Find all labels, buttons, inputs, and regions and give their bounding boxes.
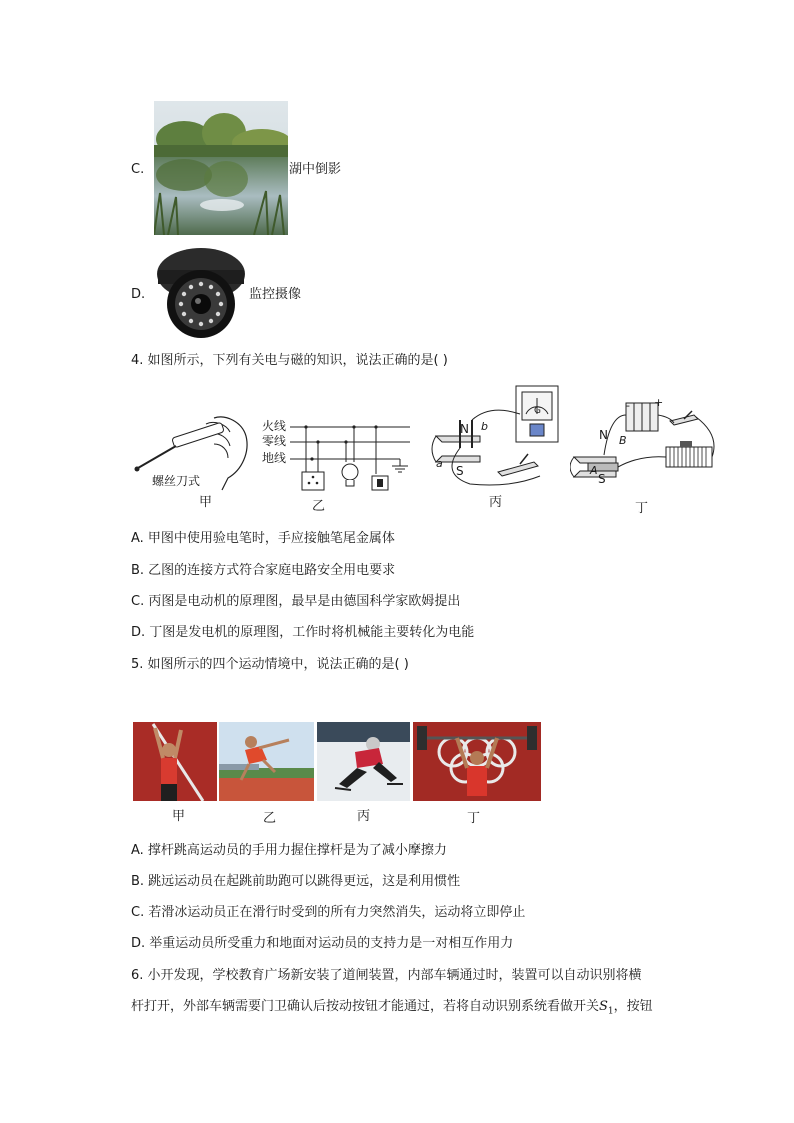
photo-ding-label: 丁: [467, 811, 481, 826]
household-circuit-figure: [288, 420, 428, 500]
figure-bing-label: 丙: [489, 495, 503, 510]
live-wire-label: 火线: [262, 419, 287, 433]
magnet-s-label-ding: S: [598, 472, 606, 486]
pole-vault-photo: [133, 722, 217, 801]
galvanometer-g-label: G: [534, 406, 541, 416]
question-6-line-2-end: ，按钮: [613, 999, 653, 1014]
wire-a-label: a: [436, 457, 443, 470]
security-camera-photo: [154, 244, 248, 340]
question-4-stem: 4. 如图所示，下列有关电与磁的知识，说法正确的是( ): [131, 353, 448, 368]
neutral-wire-label: 零线: [262, 434, 287, 448]
photo-bing-label: 丙: [357, 809, 371, 824]
option-d-caption: 监控摄像: [249, 287, 302, 302]
screwdriver-label: 螺丝刀式: [152, 474, 201, 488]
q5-option-d: D. 举重运动员所受重力和地面对运动员的支持力是一对相互作用力: [131, 936, 514, 951]
battery-rheostat-figure: [570, 395, 720, 495]
q4-option-a: A. 甲图中使用验电笔时，手应接触笔尾金属体: [131, 531, 395, 546]
photo-yi-label: 乙: [263, 811, 277, 826]
q5-option-c: C. 若滑冰运动员正在滑行时受到的所有力突然消失，运动将立即停止: [131, 905, 526, 920]
battery-plus-label: +: [654, 396, 664, 409]
figure-ding-label: 丁: [635, 501, 649, 516]
galvanometer-figure: [430, 384, 562, 494]
q4-option-d: D. 丁图是发电机的原理图，工作时将机械能主要转化为电能: [131, 625, 475, 640]
option-c-letter: C.: [131, 162, 145, 177]
question-6-line-1: 6. 小开发现，学校教育广场新安装了道闸装置，内部车辆通过时，装置可以自动识别将横: [131, 968, 642, 983]
question-5-stem: 5. 如图所示的四个运动情境中，说法正确的是( ): [131, 657, 409, 672]
photo-jia-label: 甲: [172, 809, 186, 824]
magnet-n-label-ding: N: [599, 428, 608, 442]
wire-b-label: b: [481, 420, 488, 433]
long-jump-photo: [219, 722, 314, 801]
q5-option-a: A. 撑杆跳高运动员的手用力握住撑杆是为了减小摩擦力: [131, 843, 447, 858]
weightlifting-photo: [413, 722, 541, 801]
wire-B-label: B: [619, 434, 627, 447]
figure-yi-label: 乙: [312, 499, 326, 514]
speed-skating-photo: [317, 722, 410, 801]
question-6-line-2: [131, 998, 653, 1021]
question-6-line-2-text: 杆打开，外部车辆需要门卫确认后按动按钮才能通过，若将自动识别系统看做开关: [131, 999, 600, 1014]
option-d-letter: D.: [131, 287, 146, 302]
q4-option-c: C. 丙图是电动机的原理图，最早是由德国科学家欧姆提出: [131, 594, 461, 609]
lake-reflection-photo: [154, 101, 288, 235]
switch-s1-symbol: $S_1$: [599, 999, 614, 1017]
figure-jia-label: 甲: [199, 495, 213, 510]
magnet-s-label-bing: S: [456, 464, 464, 478]
q5-option-b: B. 跳远运动员在起跳前助跑可以跳得更远，这是利用惯性: [131, 874, 461, 889]
q4-option-b: B. 乙图的连接方式符合家庭电路安全用电要求: [131, 563, 396, 578]
ground-wire-label: 地线: [262, 451, 287, 465]
battery-minus-label: -: [626, 399, 630, 412]
wire-A-label: A: [590, 464, 598, 477]
magnet-n-label-bing: N: [460, 422, 469, 436]
option-c-caption: 湖中倒影: [289, 162, 342, 177]
